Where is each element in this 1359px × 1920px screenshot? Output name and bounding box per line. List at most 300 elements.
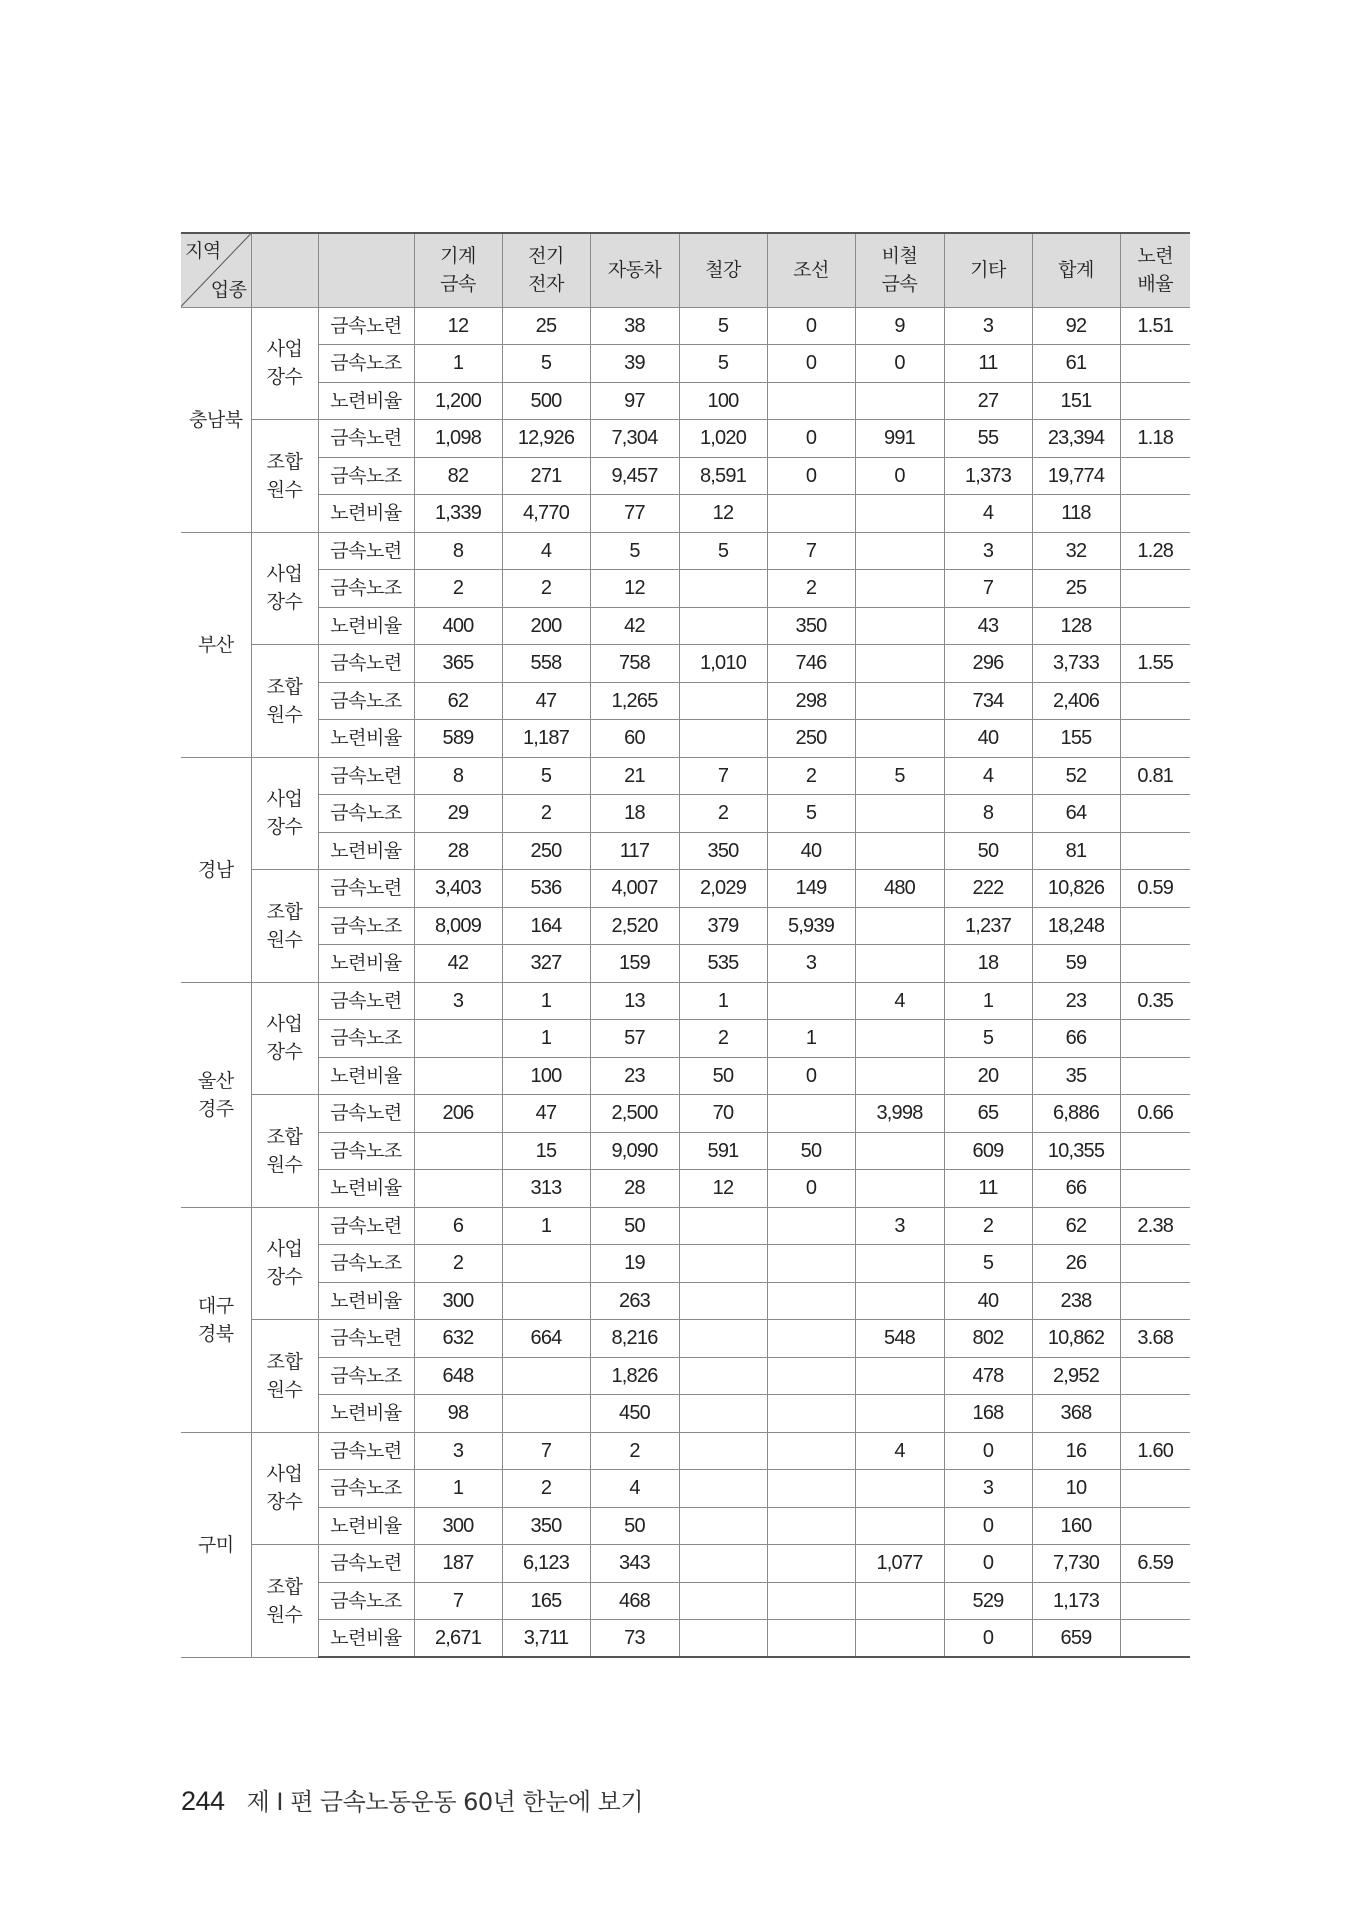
page-number: 244: [181, 1786, 225, 1816]
value-cell: 55: [944, 420, 1032, 458]
column-header: [414, 233, 502, 307]
value-cell: [855, 1357, 944, 1395]
value-cell: 5: [679, 345, 767, 383]
value-cell: 3: [855, 1207, 944, 1245]
value-cell: 1.51: [1120, 307, 1190, 345]
value-cell: [1120, 607, 1190, 645]
value-cell: 0: [767, 345, 855, 383]
value-cell: 2: [502, 795, 590, 833]
table-row: [181, 495, 1190, 533]
value-cell: 548: [855, 1320, 944, 1358]
value-cell: [1120, 945, 1190, 983]
value-cell: 9: [855, 307, 944, 345]
value-cell: 558: [502, 645, 590, 683]
value-cell: 271: [502, 457, 590, 495]
row-label: 금속노조: [318, 345, 414, 383]
value-cell: [679, 1245, 767, 1283]
value-cell: 18,248: [1032, 907, 1120, 945]
value-cell: 1: [679, 982, 767, 1020]
row-label: 노련비율: [318, 1620, 414, 1658]
value-cell: 368: [1032, 1395, 1120, 1433]
value-cell: 70: [679, 1095, 767, 1133]
group-name-line: 원수: [266, 928, 303, 951]
value-cell: 659: [1032, 1620, 1120, 1658]
value-cell: 0.81: [1120, 757, 1190, 795]
group-name-line: 사업: [266, 1463, 303, 1486]
value-cell: 1: [414, 345, 502, 383]
value-cell: 2: [767, 757, 855, 795]
group-name-line: 장수: [266, 1491, 303, 1514]
value-cell: 1: [414, 1470, 502, 1508]
value-cell: 23: [1032, 982, 1120, 1020]
value-cell: [1120, 495, 1190, 533]
value-cell: 7: [944, 570, 1032, 608]
value-cell: 15: [502, 1132, 590, 1170]
value-cell: 1: [502, 1207, 590, 1245]
value-cell: 802: [944, 1320, 1032, 1358]
table-row: [181, 1057, 1190, 1095]
value-cell: [502, 1357, 590, 1395]
value-cell: [855, 832, 944, 870]
group-name-line: 장수: [266, 1041, 303, 1064]
value-cell: 365: [414, 645, 502, 683]
table-row: [181, 832, 1190, 870]
value-cell: 2: [414, 1245, 502, 1283]
value-cell: 1.55: [1120, 645, 1190, 683]
value-cell: 50: [944, 832, 1032, 870]
row-label: 금속노련: [318, 1095, 414, 1133]
value-cell: [855, 945, 944, 983]
table-row: [181, 1282, 1190, 1320]
value-cell: 2: [502, 1470, 590, 1508]
table-row: [181, 1507, 1190, 1545]
group-cell: [251, 532, 318, 645]
value-cell: 535: [679, 945, 767, 983]
column-header: [502, 233, 590, 307]
row-label: 금속노련: [318, 1320, 414, 1358]
value-cell: 3: [767, 945, 855, 983]
value-cell: 97: [590, 382, 679, 420]
value-cell: 5: [944, 1020, 1032, 1058]
value-cell: [679, 1545, 767, 1583]
value-cell: [767, 1245, 855, 1283]
group-name-line: 원수: [266, 1603, 303, 1626]
value-cell: 6,886: [1032, 1095, 1120, 1133]
value-cell: [679, 1470, 767, 1508]
region-cell: [181, 532, 251, 757]
row-label: 노련비율: [318, 1170, 414, 1208]
value-cell: [855, 1132, 944, 1170]
value-cell: 1,187: [502, 720, 590, 758]
table-row: [181, 1395, 1190, 1433]
row-label: 노련비율: [318, 1507, 414, 1545]
value-cell: [679, 1357, 767, 1395]
value-cell: [1120, 1170, 1190, 1208]
value-cell: 42: [590, 607, 679, 645]
row-label: 금속노조: [318, 457, 414, 495]
value-cell: 73: [590, 1620, 679, 1658]
value-cell: 2,029: [679, 870, 767, 908]
value-cell: 350: [502, 1507, 590, 1545]
value-cell: 7: [502, 1432, 590, 1470]
value-cell: [855, 1020, 944, 1058]
value-cell: 648: [414, 1357, 502, 1395]
value-cell: 50: [679, 1057, 767, 1095]
value-cell: 300: [414, 1282, 502, 1320]
value-cell: 59: [1032, 945, 1120, 983]
group-cell: [251, 1095, 318, 1208]
value-cell: [1120, 682, 1190, 720]
value-cell: [1120, 1582, 1190, 1620]
value-cell: [855, 607, 944, 645]
value-cell: 5: [767, 795, 855, 833]
value-cell: 3,711: [502, 1620, 590, 1658]
value-cell: 128: [1032, 607, 1120, 645]
table-row: [181, 1545, 1190, 1583]
value-cell: 2,520: [590, 907, 679, 945]
footer-text: 제 I 편 금속노동운동 60년 한눈에 보기: [246, 1788, 644, 1816]
value-cell: 3,733: [1032, 645, 1120, 683]
row-label: 금속노련: [318, 532, 414, 570]
value-cell: [767, 1320, 855, 1358]
value-cell: 200: [502, 607, 590, 645]
value-cell: 250: [767, 720, 855, 758]
value-cell: 1: [502, 982, 590, 1020]
table-row: [181, 1020, 1190, 1058]
value-cell: [679, 1320, 767, 1358]
value-cell: 62: [1032, 1207, 1120, 1245]
value-cell: 2: [679, 1020, 767, 1058]
value-cell: 28: [414, 832, 502, 870]
table-row: [181, 1207, 1190, 1245]
value-cell: 11: [944, 345, 1032, 383]
value-cell: 2: [767, 570, 855, 608]
value-cell: 991: [855, 420, 944, 458]
value-cell: [855, 645, 944, 683]
value-cell: 12,926: [502, 420, 590, 458]
value-cell: 3,403: [414, 870, 502, 908]
value-cell: 27: [944, 382, 1032, 420]
value-cell: 10,826: [1032, 870, 1120, 908]
value-cell: [767, 382, 855, 420]
region-cell: [181, 982, 251, 1207]
value-cell: 300: [414, 1507, 502, 1545]
value-cell: [855, 1282, 944, 1320]
value-cell: [767, 1395, 855, 1433]
value-cell: 98: [414, 1395, 502, 1433]
value-cell: 1,020: [679, 420, 767, 458]
value-cell: 1,265: [590, 682, 679, 720]
value-cell: 0: [944, 1620, 1032, 1658]
region-cell: [181, 757, 251, 982]
row-label: 금속노련: [318, 1545, 414, 1583]
value-cell: [855, 720, 944, 758]
value-cell: 168: [944, 1395, 1032, 1433]
value-cell: 12: [590, 570, 679, 608]
value-cell: 92: [1032, 307, 1120, 345]
column-header-line: 전자: [528, 273, 564, 296]
value-cell: 350: [767, 607, 855, 645]
value-cell: [679, 1507, 767, 1545]
value-cell: 7: [767, 532, 855, 570]
value-cell: 12: [414, 307, 502, 345]
row-label: 노련비율: [318, 1057, 414, 1095]
value-cell: 5,939: [767, 907, 855, 945]
value-cell: 1: [767, 1020, 855, 1058]
table-header: [181, 233, 1190, 307]
row-label: 노련비율: [318, 382, 414, 420]
column-header-line: 자동차: [607, 259, 662, 282]
value-cell: [679, 607, 767, 645]
value-cell: [855, 1507, 944, 1545]
value-cell: 313: [502, 1170, 590, 1208]
row-label: 노련비율: [318, 945, 414, 983]
value-cell: 1,826: [590, 1357, 679, 1395]
value-cell: 5: [855, 757, 944, 795]
value-cell: 7,304: [590, 420, 679, 458]
header-blank-label: [318, 233, 414, 307]
value-cell: [1120, 1357, 1190, 1395]
value-cell: [855, 1620, 944, 1658]
value-cell: 0.66: [1120, 1095, 1190, 1133]
table-row: [181, 1095, 1190, 1133]
value-cell: 8,216: [590, 1320, 679, 1358]
value-cell: [414, 1132, 502, 1170]
value-cell: 4: [502, 532, 590, 570]
value-cell: 298: [767, 682, 855, 720]
value-cell: [502, 1282, 590, 1320]
value-cell: 2,952: [1032, 1357, 1120, 1395]
row-label: 금속노조: [318, 1470, 414, 1508]
value-cell: 0: [767, 457, 855, 495]
value-cell: 400: [414, 607, 502, 645]
column-header: [767, 233, 855, 307]
value-cell: [1120, 1507, 1190, 1545]
row-label: 금속노조: [318, 1132, 414, 1170]
value-cell: [679, 1620, 767, 1658]
value-cell: 468: [590, 1582, 679, 1620]
value-cell: [855, 495, 944, 533]
value-cell: 0: [767, 420, 855, 458]
value-cell: 238: [1032, 1282, 1120, 1320]
group-name-line: 조합: [266, 450, 303, 473]
page-footer: [181, 1782, 643, 1817]
value-cell: [855, 1057, 944, 1095]
region-name-line: 대구: [197, 1294, 234, 1317]
row-label: 노련비율: [318, 607, 414, 645]
table-row: [181, 532, 1190, 570]
group-name-line: 조합: [266, 1575, 303, 1598]
value-cell: 0: [944, 1432, 1032, 1470]
value-cell: [1120, 1395, 1190, 1433]
value-cell: 4,007: [590, 870, 679, 908]
column-header-line: 합계: [1058, 259, 1094, 282]
value-cell: [855, 682, 944, 720]
row-label: 금속노련: [318, 870, 414, 908]
value-cell: 343: [590, 1545, 679, 1583]
value-cell: 4: [944, 495, 1032, 533]
value-cell: 42: [414, 945, 502, 983]
value-cell: 47: [502, 682, 590, 720]
value-cell: [855, 907, 944, 945]
value-cell: [502, 1395, 590, 1433]
value-cell: 66: [1032, 1170, 1120, 1208]
region-name-line: 울산: [197, 1069, 234, 1092]
value-cell: [855, 1470, 944, 1508]
value-cell: [679, 1207, 767, 1245]
value-cell: [1120, 345, 1190, 383]
corner-industry-label: 업종: [210, 278, 247, 301]
statistics-table: [181, 232, 1190, 1658]
row-label: 금속노조: [318, 795, 414, 833]
group-name-line: 장수: [266, 591, 303, 614]
region-name-line: 경주: [197, 1097, 234, 1120]
group-cell: [251, 1545, 318, 1658]
row-label: 금속노련: [318, 1207, 414, 1245]
value-cell: [679, 1582, 767, 1620]
table-row: [181, 757, 1190, 795]
value-cell: 16: [1032, 1432, 1120, 1470]
row-label: 금속노련: [318, 1432, 414, 1470]
value-cell: 187: [414, 1545, 502, 1583]
value-cell: [414, 1057, 502, 1095]
value-cell: 8: [944, 795, 1032, 833]
group-cell: [251, 1320, 318, 1433]
value-cell: 40: [767, 832, 855, 870]
group-name-line: 사업: [266, 338, 303, 361]
value-cell: 82: [414, 457, 502, 495]
value-cell: [679, 570, 767, 608]
group-name-line: 장수: [266, 1266, 303, 1289]
value-cell: 10: [1032, 1470, 1120, 1508]
value-cell: 13: [590, 982, 679, 1020]
row-label: 금속노조: [318, 1582, 414, 1620]
value-cell: 0.59: [1120, 870, 1190, 908]
value-cell: 151: [1032, 382, 1120, 420]
group-name-line: 원수: [266, 1378, 303, 1401]
value-cell: 18: [590, 795, 679, 833]
value-cell: 664: [502, 1320, 590, 1358]
value-cell: 164: [502, 907, 590, 945]
region-name-line: 부산: [197, 633, 234, 656]
group-cell: [251, 645, 318, 758]
value-cell: 57: [590, 1020, 679, 1058]
value-cell: [679, 720, 767, 758]
value-cell: 250: [502, 832, 590, 870]
value-cell: [855, 1582, 944, 1620]
row-label: 금속노조: [318, 570, 414, 608]
row-label: 노련비율: [318, 832, 414, 870]
row-label: 금속노조: [318, 907, 414, 945]
value-cell: 38: [590, 307, 679, 345]
value-cell: [767, 1095, 855, 1133]
value-cell: [767, 982, 855, 1020]
value-cell: 0: [767, 307, 855, 345]
value-cell: 8,009: [414, 907, 502, 945]
value-cell: 632: [414, 1320, 502, 1358]
value-cell: 1: [502, 1020, 590, 1058]
value-cell: [1120, 1020, 1190, 1058]
value-cell: 5: [590, 532, 679, 570]
value-cell: 149: [767, 870, 855, 908]
table-row: [181, 1245, 1190, 1283]
value-cell: 206: [414, 1095, 502, 1133]
region-name-line: 충남북: [188, 408, 243, 431]
table-row: [181, 1470, 1190, 1508]
value-cell: 25: [1032, 570, 1120, 608]
table-row: [181, 382, 1190, 420]
group-name-line: 원수: [266, 1153, 303, 1176]
value-cell: [1120, 907, 1190, 945]
value-cell: [855, 1245, 944, 1283]
table-row: [181, 1170, 1190, 1208]
table-row: [181, 307, 1190, 345]
value-cell: 47: [502, 1095, 590, 1133]
value-cell: 746: [767, 645, 855, 683]
group-name-line: 사업: [266, 563, 303, 586]
value-cell: 5: [502, 345, 590, 383]
value-cell: 0: [767, 1057, 855, 1095]
row-label: 노련비율: [318, 1395, 414, 1433]
column-header-line: 철강: [705, 259, 741, 282]
value-cell: 12: [679, 495, 767, 533]
value-cell: 62: [414, 682, 502, 720]
column-header-line: 비철: [881, 245, 918, 268]
region-cell: [181, 1432, 251, 1657]
value-cell: 50: [590, 1507, 679, 1545]
value-cell: 165: [502, 1582, 590, 1620]
value-cell: 7,730: [1032, 1545, 1120, 1583]
value-cell: [767, 1620, 855, 1658]
table-row: [181, 607, 1190, 645]
value-cell: [767, 1507, 855, 1545]
value-cell: [767, 1432, 855, 1470]
value-cell: 1,373: [944, 457, 1032, 495]
value-cell: [1120, 1132, 1190, 1170]
group-name-line: 사업: [266, 788, 303, 811]
column-header-line: 기계: [440, 245, 476, 268]
value-cell: 222: [944, 870, 1032, 908]
table-row: [181, 982, 1190, 1020]
table-row: [181, 907, 1190, 945]
column-header-line: 노련: [1137, 245, 1174, 268]
table-row: [181, 1320, 1190, 1358]
value-cell: 379: [679, 907, 767, 945]
value-cell: 4: [590, 1470, 679, 1508]
value-cell: 536: [502, 870, 590, 908]
column-header: [590, 233, 679, 307]
value-cell: 9,090: [590, 1132, 679, 1170]
group-name-line: 장수: [266, 816, 303, 839]
value-cell: 500: [502, 382, 590, 420]
value-cell: [1120, 832, 1190, 870]
value-cell: [767, 1357, 855, 1395]
value-cell: 7: [414, 1582, 502, 1620]
row-label: 노련비율: [318, 720, 414, 758]
region-name-line: 경남: [197, 858, 234, 881]
value-cell: 0: [767, 1170, 855, 1208]
group-cell: [251, 1207, 318, 1320]
group-name-line: 사업: [266, 1238, 303, 1261]
value-cell: 2,406: [1032, 682, 1120, 720]
column-header-line: 금속: [440, 273, 476, 296]
value-cell: 6,123: [502, 1545, 590, 1583]
table-row: [181, 1620, 1190, 1658]
value-cell: 1,339: [414, 495, 502, 533]
value-cell: 65: [944, 1095, 1032, 1133]
value-cell: 478: [944, 1357, 1032, 1395]
value-cell: [855, 532, 944, 570]
